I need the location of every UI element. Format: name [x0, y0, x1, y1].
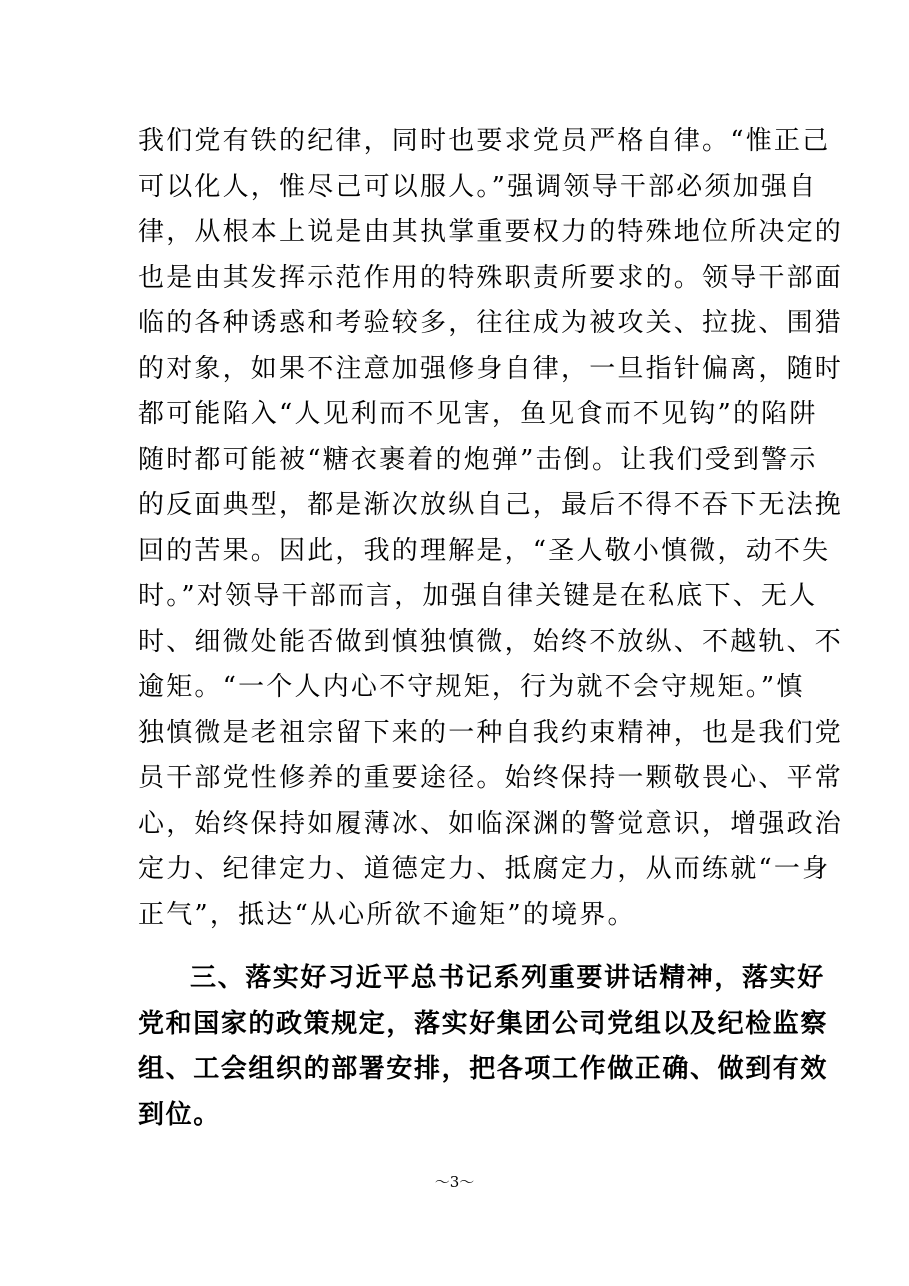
heading-line: 党和国家的政策规定，落实好集团公司党组以及纪检监察	[138, 1008, 829, 1039]
heading-line: 组、工会组织的部署安排，把各项工作做正确、做到有效	[138, 1054, 829, 1084]
body-line: 也是由其发挥示范作用的特殊职责所要求的。领导干部面	[138, 262, 844, 293]
body-line: 正气”，抵达“从心所欲不逾矩”的境界。	[138, 899, 636, 930]
body-line: 都可能陷入“人见利而不见害，鱼见食而不见钩”的陷阱	[138, 399, 818, 429]
section-heading	[138, 956, 829, 1138]
body-line: 独慎微是老祖宗留下来的一种自我约束精神，也是我们党	[138, 717, 844, 748]
body-paragraph	[138, 119, 844, 938]
body-line: 我们党有铁的纪律，同时也要求党员严格自律。“惟正己	[138, 126, 831, 156]
page-number: ～3～	[434, 1173, 475, 1191]
body-line: 定力、纪律定力、道德定力、抵腐定力，从而练就“一身	[138, 854, 831, 884]
body-line: 心，始终保持如履薄冰、如临深渊的警觉意识，增强政治	[138, 808, 844, 839]
body-line: 的对象，如果不注意加强修身自律，一旦指针偏离，随时	[138, 353, 844, 384]
body-line: 的反面典型，都是渐次放纵自己，最后不得不吞下无法挽	[138, 490, 844, 520]
body-line: 临的各种诱惑和考验较多，往往成为被攻关、拉拢、围猎	[138, 308, 844, 338]
body-line: 员干部党性修养的重要途径。始终保持一颗敬畏心、平常	[138, 763, 844, 793]
body-line: 律，从根本上说是由其执掌重要权力的特殊地位所决定的	[138, 217, 844, 247]
heading-line: 到位。	[138, 1099, 221, 1130]
body-line: 时、细微处能否做到慎独慎微，始终不放纵、不越轨、不	[138, 626, 844, 657]
body-line: 逾矩。“一个人内心不守规矩，行为就不会守规矩。”慎	[138, 672, 805, 702]
heading-line: 三、落实好习近平总书记系列重要讲话精神，落实好	[190, 963, 825, 993]
body-line: 可以化人，惟尽己可以服人。”强调领导干部必须加强自	[138, 171, 818, 202]
body-line: 回的苦果。因此，我的理解是，“圣人敬小慎微，动不失	[138, 535, 831, 566]
body-line: 时。”对领导干部而言，加强自律关键是在私底下、无人	[138, 581, 818, 611]
body-line: 随时都可能被“糖衣裹着的炮弹”击倒。让我们受到警示	[138, 444, 818, 475]
